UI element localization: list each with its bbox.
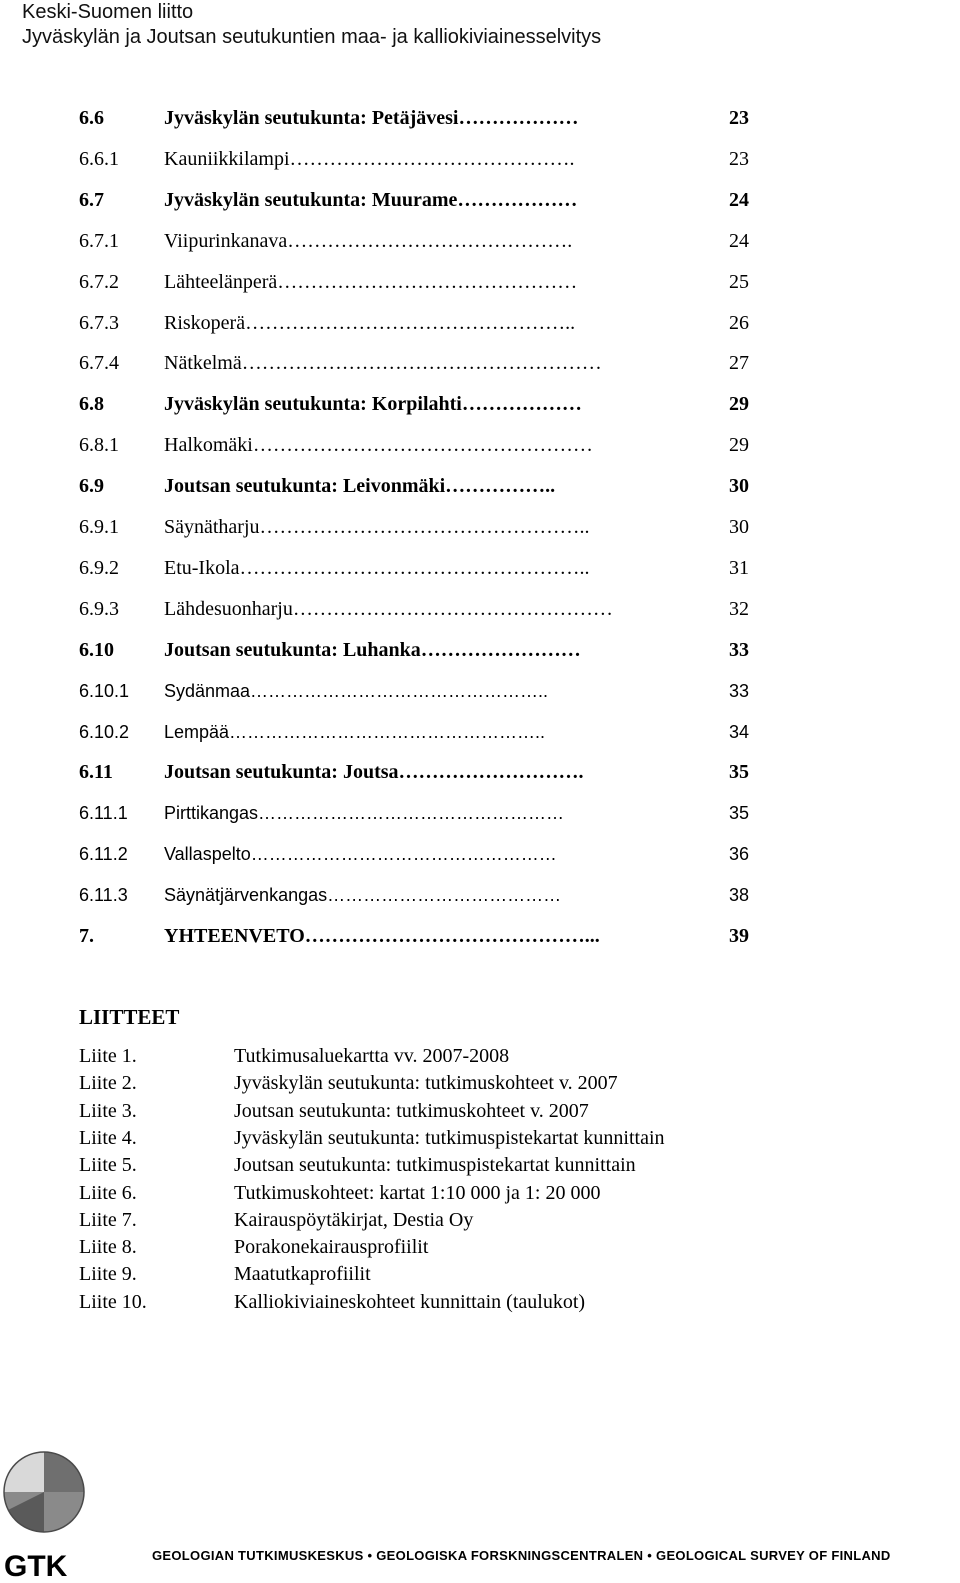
toc-entry-title: YHTEENVETO……………………………………... <box>164 925 600 947</box>
toc-entry-page: 24 <box>729 188 749 211</box>
toc-entry-page: 27 <box>729 352 749 375</box>
toc-entry[interactable] <box>79 430 759 460</box>
appendix-entry <box>79 1261 879 1288</box>
toc-entry-page: 30 <box>729 475 749 498</box>
toc-entry-number: 6.10.2 <box>79 721 130 742</box>
toc-entry-title: Jyväskylän seutukunta: Korpilahti……………… <box>164 393 582 416</box>
toc-entry-title: Riskoperä………………………………………….. <box>164 311 576 334</box>
toc-entry-title: Jyväskylän seutukunta: Petäjävesi……………… <box>164 107 579 129</box>
toc-entry-title: Etu-Ikola…………………………………………….. <box>164 556 590 579</box>
appendix-label: Liite 6. <box>79 1181 137 1204</box>
toc-entry-number: 6.8 <box>79 393 104 416</box>
toc-entry[interactable] <box>79 880 759 910</box>
appendix-label: Liite 8. <box>79 1236 137 1259</box>
appendix-label: Liite 9. <box>79 1263 137 1286</box>
toc-entry-title: Nätkelmä……………………………………………… <box>164 352 602 375</box>
document-header <box>22 0 601 50</box>
toc-entry-page: 31 <box>729 556 749 579</box>
toc-entry-number: 6.7 <box>79 188 104 211</box>
toc-entry-title: Jyväskylän seutukunta: Muurame……………… <box>164 188 578 211</box>
header-organization: Keski-Suomen liitto <box>22 1 194 23</box>
toc-entry-title: Joutsan seutukunta: Joutsa………………………. <box>164 761 584 784</box>
toc-entry-number: 6.11.1 <box>79 803 128 824</box>
appendix-description: Tutkimuskohteet: kartat 1:10 000 ja 1: 20 000 <box>234 1181 601 1204</box>
toc-entry-page: 29 <box>729 434 749 457</box>
appendix-label: Liite 7. <box>79 1208 137 1231</box>
footer-organization-names: GEOLOGIAN TUTKIMUSKESKUS • GEOLOGISKA FORSKNINGSCENTRALEN • GEOLOGICAL SURVEY OF FINLAND <box>152 1548 891 1563</box>
toc-entry-page: 26 <box>729 311 749 334</box>
appendix-label: Liite 3. <box>79 1099 137 1122</box>
toc-entry-number: 6.9.2 <box>79 556 119 579</box>
toc-entry[interactable] <box>79 308 759 338</box>
toc-entry-number: 6.7.1 <box>79 229 119 252</box>
toc-entry-page: 30 <box>729 516 749 538</box>
appendix-description: Kairauspöytäkirjat, Destia Oy <box>234 1208 474 1231</box>
toc-entry-number: 6.6 <box>79 107 104 129</box>
toc-entry-page: 25 <box>729 270 749 293</box>
toc-entry-title: Sydänmaa………………………………………….. <box>164 680 549 701</box>
appendix-entry <box>79 1207 879 1234</box>
toc-entry-page: 35 <box>729 803 750 824</box>
appendix-description: Tutkimusaluekartta vv. 2007-2008 <box>234 1045 510 1067</box>
toc-entry-title: Viipurinkanava……………………………………. <box>164 229 573 252</box>
toc-entry[interactable] <box>79 676 759 706</box>
appendix-description: Maatutkaprofiilit <box>234 1263 371 1286</box>
appendix-description: Kalliokiviaineskohteet kunnittain (taulukot) <box>234 1290 586 1313</box>
toc-entry-page: 39 <box>729 925 749 947</box>
toc-entry-number: 6.9.3 <box>79 597 119 620</box>
toc-entry[interactable] <box>79 921 759 951</box>
toc-entry-page: 33 <box>729 638 749 661</box>
appendix-entry <box>79 1043 879 1070</box>
toc-entry[interactable] <box>79 348 759 378</box>
toc-entry-number: 6.11 <box>79 761 113 784</box>
toc-entry[interactable] <box>79 839 759 869</box>
toc-entry-title: Lempää…………………………………………….. <box>164 721 546 742</box>
toc-entry[interactable] <box>79 185 759 215</box>
toc-entry-number: 6.8.1 <box>79 434 119 457</box>
appendix-label: Liite 5. <box>79 1154 137 1177</box>
toc-entry-title: Pirttikangas…………………………………………… <box>164 803 565 824</box>
appendix-description: Joutsan seutukunta: tutkimuskohteet v. 2007 <box>234 1099 589 1122</box>
toc-entry[interactable] <box>79 144 759 174</box>
toc-entry[interactable] <box>79 226 759 256</box>
appendix-description: Porakonekairausprofiilit <box>234 1236 429 1259</box>
toc-entry-page: 23 <box>729 147 749 170</box>
appendix-label: Liite 10. <box>79 1290 147 1313</box>
toc-entry-number: 6.7.3 <box>79 311 119 334</box>
toc-entry-number: 6.10 <box>79 638 114 661</box>
toc-entry-page: 24 <box>729 229 749 252</box>
toc-entry[interactable] <box>79 103 759 133</box>
appendix-entry <box>79 1180 879 1207</box>
toc-entry-title: Joutsan seutukunta: Leivonmäki…………….. <box>164 475 556 498</box>
toc-entry[interactable] <box>79 553 759 583</box>
toc-entry-page: 33 <box>729 680 750 701</box>
toc-entry-title: Kauniikkilampi……………………………………. <box>164 147 575 170</box>
appendices-heading: LIITTEET <box>79 1005 180 1029</box>
toc-entry-number: 6.11.2 <box>79 844 128 865</box>
appendix-entry <box>79 1070 879 1097</box>
toc-entry[interactable] <box>79 389 759 419</box>
gtk-globe-icon <box>4 1452 84 1532</box>
toc-entry[interactable] <box>79 635 759 665</box>
toc-entry-number: 6.9.1 <box>79 516 119 538</box>
toc-entry-number: 6.6.1 <box>79 147 119 170</box>
appendix-description: Joutsan seutukunta: tutkimuspistekartat kunnittain <box>234 1154 636 1177</box>
toc-entry-page: 29 <box>729 393 749 416</box>
toc-entry[interactable] <box>79 267 759 297</box>
toc-entry-title: Joutsan seutukunta: Luhanka…………………… <box>164 638 581 661</box>
toc-entry-number: 6.11.3 <box>79 885 128 906</box>
appendix-description: Jyväskylän seutukunta: tutkimuspistekartat kunnittain <box>234 1126 665 1149</box>
gtk-logo-text: GTK <box>4 1550 68 1583</box>
appendix-entry <box>79 1152 879 1179</box>
gtk-logo <box>0 1440 100 1583</box>
appendix-label: Liite 4. <box>79 1126 137 1149</box>
appendix-entry <box>79 1098 879 1125</box>
appendix-entry <box>79 1289 879 1316</box>
toc-entry-title: Halkomäki…………………………………………… <box>164 434 593 457</box>
toc-entry-title: Lähdesuonharju………………………………………… <box>164 597 613 620</box>
toc-entry-page: 23 <box>729 107 749 129</box>
appendix-entry <box>79 1125 879 1152</box>
toc-entry[interactable] <box>79 717 759 747</box>
toc-entry-page: 35 <box>729 761 749 784</box>
toc-entry-number: 6.9 <box>79 475 104 498</box>
appendix-label: Liite 2. <box>79 1072 137 1095</box>
toc-entry-number: 6.10.1 <box>79 680 130 701</box>
toc-entry-number: 7. <box>79 925 94 947</box>
appendix-description: Jyväskylän seutukunta: tutkimuskohteet v. 2007 <box>234 1072 618 1095</box>
toc-entry-page: 38 <box>729 885 750 906</box>
toc-entry-page: 34 <box>729 721 750 742</box>
appendix-entry <box>79 1234 879 1261</box>
appendix-label: Liite 1. <box>79 1045 137 1067</box>
toc-entry[interactable] <box>79 757 759 787</box>
toc-entry-title: Vallaspelto…………………………………………… <box>164 844 557 865</box>
toc-entry-number: 6.7.2 <box>79 270 119 293</box>
toc-entry-number: 6.7.4 <box>79 352 119 375</box>
toc-entry[interactable] <box>79 798 759 828</box>
toc-entry[interactable] <box>79 512 759 542</box>
toc-entry-title: Säynätharju………………………………………….. <box>164 516 590 538</box>
toc-entry-page: 32 <box>729 597 749 620</box>
header-report-title: Jyväskylän ja Joutsan seutukuntien maa- ja kalliokiviainesselvitys <box>22 26 602 48</box>
toc-entry-page: 36 <box>729 844 750 865</box>
toc-entry-title: Lähteelänperä……………………………………… <box>164 270 578 293</box>
toc-entry-title: Säynätjärvenkangas………………………………… <box>164 885 562 906</box>
toc-entry[interactable] <box>79 471 759 501</box>
toc-entry[interactable] <box>79 594 759 624</box>
